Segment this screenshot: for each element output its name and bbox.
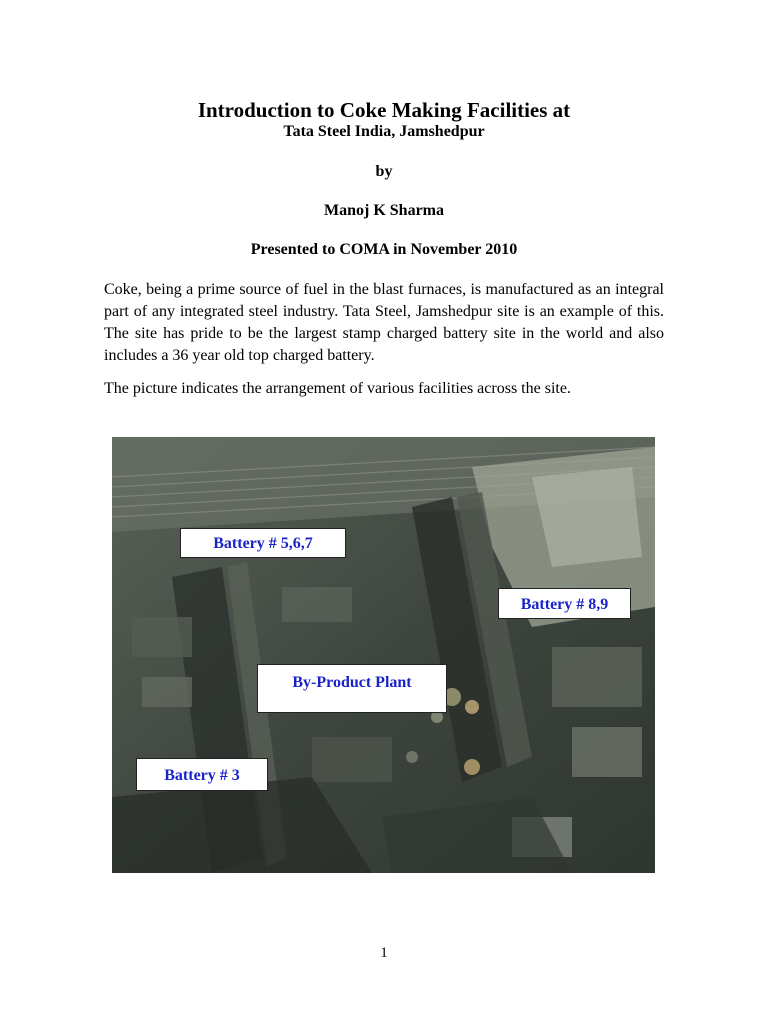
document-title: Introduction to Coke Making Facilities at (197, 98, 571, 122)
battery-3-label: Battery # 3 (136, 758, 268, 791)
document-subtitle: Tata Steel India, Jamshedpur (283, 123, 485, 140)
presentation-note: Presented to COMA in November 2010 (250, 241, 518, 258)
battery-567-label: Battery # 5,6,7 (180, 528, 346, 558)
aerial-photo-illustration (112, 437, 655, 873)
author-name: Manoj K Sharma (324, 202, 444, 219)
by-line: by (375, 163, 393, 180)
byproduct-plant-label: By-Product Plant (257, 664, 447, 713)
page-number: 1 (380, 945, 388, 961)
aerial-site-photo (112, 437, 655, 873)
figure-intro-paragraph: The picture indicates the arrangement of various facilities across the site. (104, 380, 571, 397)
intro-paragraph: Coke, being a prime source of fuel in the blast furnaces, is manufactured as an integral part of any integrated steel industry. Tata Steel, Jamshedpur site is an example of this. The site has pride to be the largest stamp charged battery site in the world and also includes a 36 year old top charged battery. (104, 281, 664, 364)
battery-89-label: Battery # 8,9 (498, 588, 631, 619)
